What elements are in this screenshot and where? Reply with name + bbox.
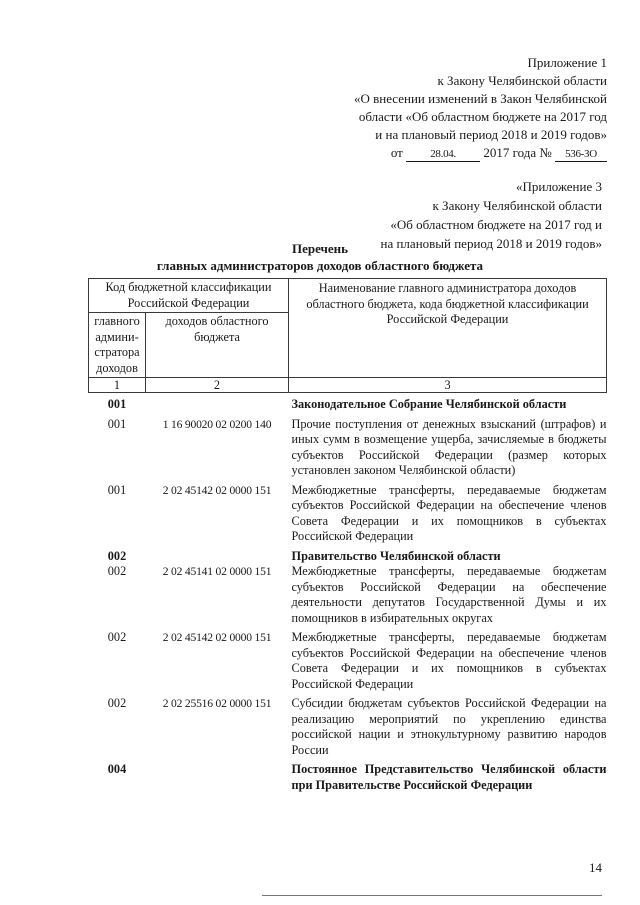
title-line-1: Перечень (291, 241, 349, 256)
appendix3-line: «Об областном бюджете на 2017 год и (390, 217, 602, 232)
table-row (89, 564, 607, 626)
admin-code: 004 (107, 762, 127, 776)
admin-code: 001 (107, 416, 127, 431)
row-description: Межбюджетные трансферты, передаваемые бюджетам субъектов Российской Федерации на обеспечение деятельности депутатов Государственной Думы и их помощников в избирательных округах (291, 564, 607, 625)
column-number: 3 (289, 378, 607, 393)
header-admin: главного администратора доходов (89, 313, 146, 378)
header-code-group: Код бюджетной классификации Российской Федерации (89, 279, 289, 313)
appendix3-line: «Приложение 3 (515, 179, 602, 194)
row-description: Законодательное Собрание Челябинской области (291, 397, 567, 411)
classification-code: 2 02 25516 02 0000 151 (162, 697, 272, 710)
admin-code: 002 (107, 630, 127, 644)
appendix-line: к Закону Челябинской области (437, 73, 607, 88)
classification-code: 2 02 45142 02 0000 151 (162, 631, 272, 644)
classification-code: 1 16 90020 02 0200 140 (162, 417, 272, 431)
header-revenue: доходов областного бюджета (146, 313, 289, 378)
row-description: Правительство Челябинской области (291, 548, 501, 563)
footer-rule (262, 895, 602, 896)
classification-code (146, 758, 289, 793)
appendix3-line: на плановый период 2018 и 2019 годов» (380, 236, 602, 251)
year-label: 2017 года № (483, 145, 552, 160)
admin-code: 001 (107, 397, 127, 411)
appendix-1-header (247, 54, 607, 162)
header-name: Наименование главного администратора доходов областного бюджета, кода бюджетной классификации Российской Федерации (289, 279, 607, 378)
table-row (89, 479, 607, 545)
admin-code: 002 (107, 696, 127, 710)
classification-code (146, 545, 289, 565)
column-number: 1 (89, 378, 146, 393)
row-description: Постоянное Представительство Челябинской области при Правительстве Российской Федерации (291, 762, 607, 792)
appendix3-line: к Закону Челябинской области (432, 198, 602, 213)
law-number-field: 536-ЗО (555, 148, 607, 162)
admin-code: 002 (107, 564, 127, 578)
column-numbers-row (89, 378, 607, 393)
classification-code: 2 02 45141 02 0000 151 (162, 565, 272, 578)
title-line-2: главных администраторов доходов областного бюджета (156, 258, 484, 273)
table-row (89, 692, 607, 758)
column-number: 2 (146, 378, 289, 393)
appendix-line: Приложение 1 (527, 55, 607, 70)
document-title (0, 240, 640, 274)
row-description: Прочие поступления от денежных взысканий (штрафов) и иных сумм в возмещение ущерба, зачисляемые в бюджеты субъектов Российской Федерации (размер которых установлен законом Челябинской области) (291, 416, 607, 477)
classification-code: 2 02 45142 02 0000 151 (162, 483, 272, 497)
page-number: 14 (589, 860, 602, 875)
admin-code: 002 (107, 548, 127, 563)
appendix-line: «О внесении изменений в Закон Челябинской (353, 91, 607, 106)
appendix-line: области «Об областном бюджете на 2017 год (358, 109, 607, 124)
law-date-field: 28.04. (406, 148, 480, 162)
table-row (89, 758, 607, 793)
row-description: Межбюджетные трансферты, передаваемые бюджетам субъектов Российской Федерации на обеспечение членов Совета Федерации и их помощников в субъектах Российской Федерации (291, 630, 607, 691)
administrators-table (88, 278, 607, 793)
row-description: Межбюджетные трансферты, передаваемые бюджетам субъектов Российской Федерации на обеспечение членов Совета Федерации и их помощников в субъектах Российской Федерации (291, 482, 607, 543)
table-row (89, 626, 607, 692)
appendix-line: и на плановый период 2018 и 2019 годов» (375, 127, 607, 142)
table-row (89, 545, 607, 565)
from-label: от (390, 145, 403, 160)
law-reference-line (247, 144, 607, 162)
classification-code (146, 393, 289, 413)
row-description: Субсидии бюджетам субъектов Российской Федерации на реализацию мероприятий по укреплению единства российской нации и этнокультурному развитию народов России (291, 696, 607, 757)
admin-code: 001 (107, 482, 127, 497)
table-row (89, 393, 607, 413)
table-row (89, 413, 607, 479)
